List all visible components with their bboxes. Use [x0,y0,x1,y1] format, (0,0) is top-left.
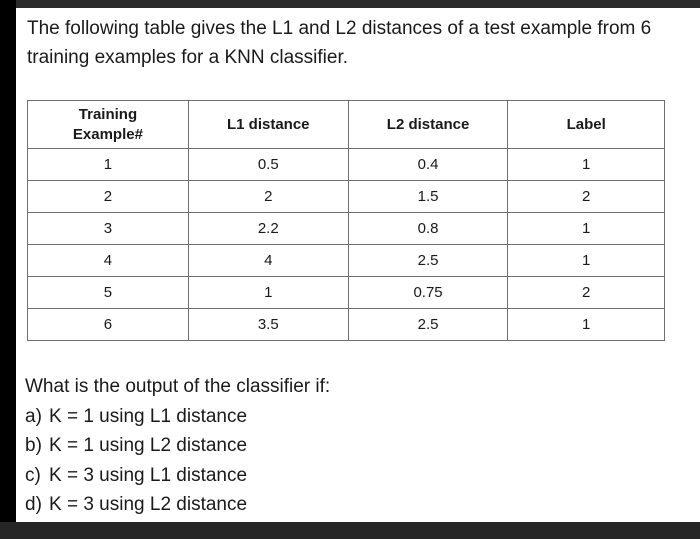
cell-example: 6 [28,309,189,341]
header-training-line2: Example# [72,125,143,143]
table-row [28,149,665,181]
cell-example: 4 [28,245,189,277]
cell-l1: 3.5 [188,309,348,341]
table-row [28,309,665,341]
header-training-example [28,101,189,149]
question-item-letter: c) [25,464,41,486]
header-l2-distance: L2 distance [348,101,508,149]
cell-l2: 0.8 [348,213,508,245]
header-training-line1: Training [78,105,138,123]
question-item-text: K = 3 using L2 distance [49,494,248,515]
cell-label: 1 [508,245,665,277]
question-item [25,490,330,520]
header-label: Label [508,101,665,149]
table-header-row [28,101,665,149]
question-item-letter: a) [25,405,42,427]
cell-example: 2 [28,181,189,213]
cell-l2: 1.5 [348,181,508,213]
cell-l2: 2.5 [348,309,508,341]
question-item-letter: d) [25,494,42,515]
question-item-text: K = 1 using L1 distance [49,405,248,427]
distance-table [27,100,665,341]
question-item [25,431,330,461]
cell-label: 2 [508,181,665,213]
question-item-text: K = 3 using L1 distance [49,464,248,486]
table-row [28,181,665,213]
cell-example: 3 [28,213,189,245]
cell-l2: 2.5 [348,245,508,277]
table-row [28,277,665,309]
header-l1-distance: L1 distance [188,101,348,149]
question-item-letter: b) [25,435,42,456]
cell-l2: 0.75 [348,277,508,309]
question-item [25,461,330,491]
table-row [28,245,665,277]
cell-l1: 2.2 [188,213,348,245]
cell-label: 1 [508,213,665,245]
cell-label: 1 [508,309,665,341]
cell-l2: 0.4 [348,149,508,181]
cell-l1: 0.5 [188,149,348,181]
question-prompt: What is the output of the classifier if: [25,376,331,397]
cell-l1: 1 [188,277,348,309]
window-left-edge [0,0,16,539]
table-row [28,213,665,245]
question-block [25,372,330,520]
document-page [16,8,700,522]
cell-l1: 4 [188,245,348,277]
question-item [25,402,330,432]
intro-text: The following table gives the L1 and L2 distances of a test example from 6 training examples for a KNN classifier. [27,18,652,68]
cell-example: 1 [28,149,189,181]
cell-example: 5 [28,277,189,309]
cell-label: 2 [508,277,665,309]
cell-label: 1 [508,149,665,181]
cell-l1: 2 [188,181,348,213]
question-item-text: K = 1 using L2 distance [49,435,248,456]
window-bottom-bar [0,522,700,539]
